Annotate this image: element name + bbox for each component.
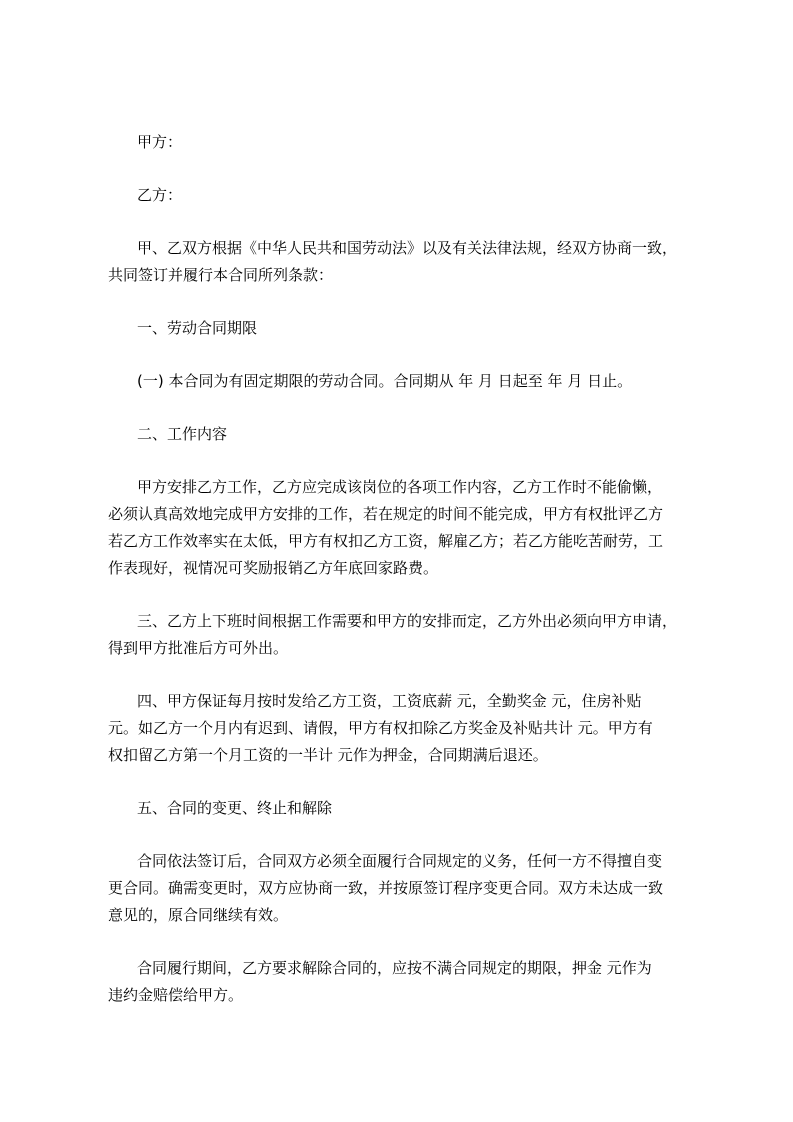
section-5-para-2-line-2: 违约金赔偿给甲方。 <box>108 986 244 1004</box>
intro-line-1: 甲、乙双方根据《中华人民共和国劳动法》以及有关法律法规，经双方协商一致， <box>137 239 678 257</box>
section-4-line-3: 权扣留乙方第一个月工资的一半计 元作为押金，合同期满后退还。 <box>108 746 548 764</box>
section-3-line-1: 三、乙方上下班时间根据工作需要和甲方的安排而定，乙方外出必须向甲方申请， <box>137 612 678 630</box>
section-1-item-1: (一) 本合同为有固定期限的劳动合同。合同期从 年 月 日起至 年 月 日止。 <box>137 372 633 390</box>
section-5-para-1-line-2: 更合同。确需变更时，双方应协商一致，并按原签订程序变更合同。双方未达成一致 <box>108 879 664 897</box>
party-a-label: 甲方： <box>137 133 183 151</box>
section-1-heading: 一、劳动合同期限 <box>137 319 258 337</box>
section-4-line-1: 四、甲方保证每月按时发给乙方工资，工资底薪 元，全勤奖金 元，住房补贴 <box>137 692 642 710</box>
section-2-line-4: 作表现好，视情况可奖励报销乙方年底回家路费。 <box>108 559 439 577</box>
section-2-heading: 二、工作内容 <box>137 425 228 443</box>
party-b-label: 乙方： <box>137 186 183 204</box>
section-4-line-2: 元。如乙方一个月内有迟到、请假，甲方有权扣除乙方奖金及补贴共计 元。甲方有 <box>108 719 653 737</box>
section-2-line-2: 必须认真高效地完成甲方安排的工作，若在规定的时间不能完成，甲方有权批评乙方 <box>108 505 664 523</box>
section-3-line-2: 得到甲方批准后方可外出。 <box>108 639 289 657</box>
section-5-para-2-line-1: 合同履行期间，乙方要求解除合同的，应按不满合同规定的期限，押金 元作为 <box>137 959 652 977</box>
section-5-heading: 五、合同的变更、终止和解除 <box>137 799 333 817</box>
section-5-para-1-line-3: 意见的，原合同继续有效。 <box>108 906 289 924</box>
section-2-line-3: 若乙方工作效率实在太低，甲方有权扣乙方工资，解雇乙方；若乙方能吃苦耐劳，工 <box>108 532 664 550</box>
section-2-line-1: 甲方安排乙方工作，乙方应完成该岗位的各项工作内容，乙方工作时不能偷懒， <box>137 478 663 496</box>
section-5-para-1-line-1: 合同依法签订后，合同双方必须全面履行合同规定的义务，任何一方不得擅自变 <box>137 852 663 870</box>
intro-line-2: 共同签订并履行本合同所列条款： <box>108 266 334 284</box>
